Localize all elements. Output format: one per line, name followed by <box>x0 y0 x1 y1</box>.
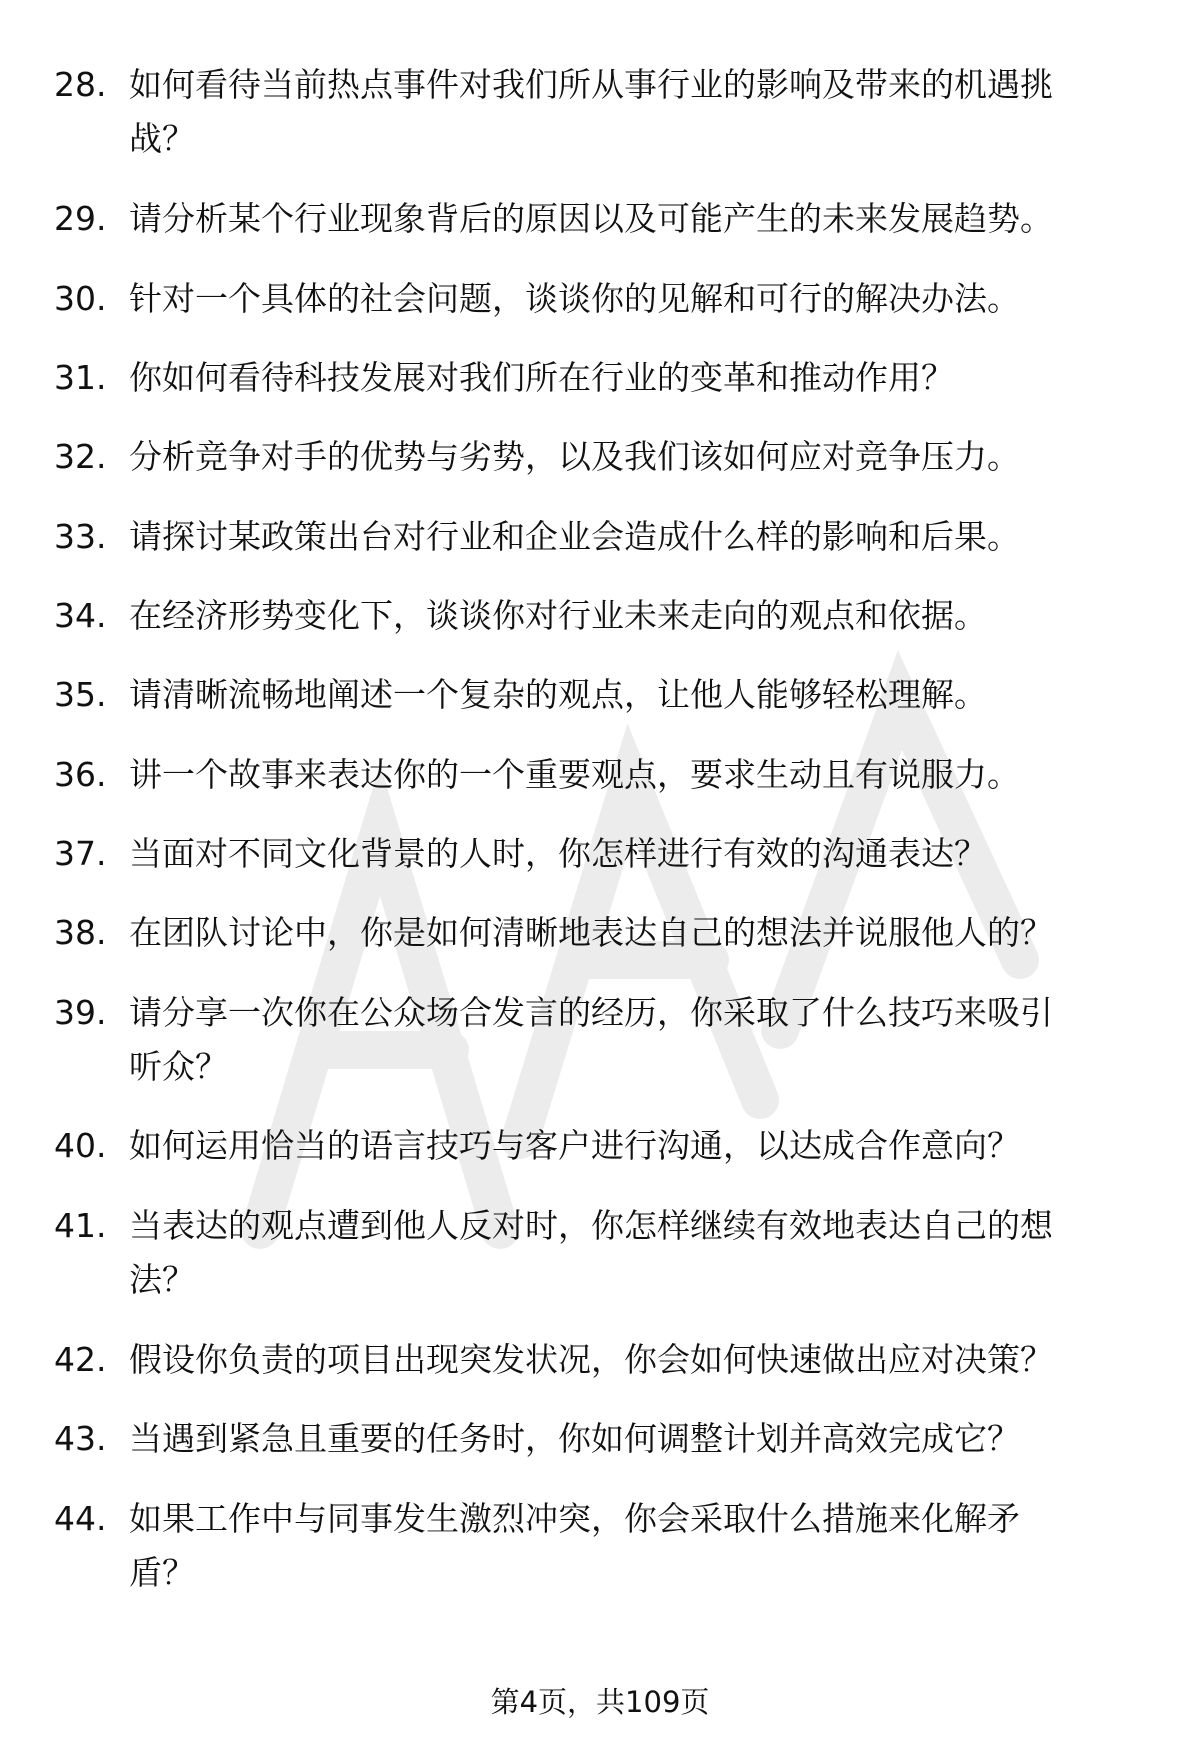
question-line: 讲一个故事来表达你的一个重要观点，要求生动且有说服力。 <box>129 755 1020 794</box>
question-line: 在经济形势变化下，谈谈你对行业未来走向的观点和依据。 <box>129 596 987 635</box>
question-line: 你如何看待科技发展对我们所在行业的变革和推动作用？ <box>129 358 954 397</box>
question-text <box>129 1496 1149 1596</box>
question-text <box>129 990 1149 1090</box>
question-line-continued: 法？ <box>129 1260 195 1299</box>
question-line: 如何看待当前热点事件对我们所从事行业的影响及带来的机遇挑 <box>129 65 1053 104</box>
question-line: 在团队讨论中，你是如何清晰地表达自己的想法并说服他人的？ <box>129 913 1053 952</box>
question-text <box>129 593 1149 639</box>
question-line: 假设你负责的项目出现突发状况，你会如何快速做出应对决策？ <box>129 1340 1053 1379</box>
question-line-continued: 盾？ <box>129 1553 195 1592</box>
question-text <box>129 752 1149 798</box>
question-line: 如果工作中与同事发生激烈冲突，你会采取什么措施来化解矛 <box>129 1499 1020 1538</box>
question-number: 39. <box>54 993 107 1032</box>
question-line: 当遇到紧急且重要的任务时，你如何调整计划并高效完成它？ <box>129 1419 1020 1458</box>
question-number: 31. <box>54 358 107 397</box>
question-number: 32. <box>54 437 107 476</box>
question-text <box>129 910 1149 956</box>
question-text <box>129 355 1149 401</box>
question-text <box>129 276 1149 322</box>
question-number: 37. <box>54 834 107 873</box>
question-line: 如何运用恰当的语言技巧与客户进行沟通，以达成合作意向？ <box>129 1126 1020 1165</box>
question-text <box>129 62 1149 162</box>
question-number: 41. <box>54 1206 107 1245</box>
question-text <box>129 1203 1149 1303</box>
question-number: 44. <box>54 1499 107 1538</box>
question-text <box>129 672 1149 718</box>
question-line-continued: 听众？ <box>129 1047 228 1086</box>
question-line: 针对一个具体的社会问题，谈谈你的见解和可行的解决办法。 <box>129 279 1020 318</box>
question-line: 当表达的观点遭到他人反对时，你怎样继续有效地表达自己的想 <box>129 1206 1053 1245</box>
question-line: 请分享一次你在公众场合发言的经历，你采取了什么技巧来吸引 <box>129 993 1053 1032</box>
question-number: 43. <box>54 1419 107 1458</box>
question-line: 分析竞争对手的优势与劣势，以及我们该如何应对竞争压力。 <box>129 437 1020 476</box>
question-number: 28. <box>54 65 107 104</box>
page-number-label: 第4页，共109页 <box>490 1685 710 1719</box>
question-number: 35. <box>54 675 107 714</box>
question-text <box>129 1416 1149 1462</box>
question-number: 29. <box>54 199 107 238</box>
question-line: 请分析某个行业现象背后的原因以及可能产生的未来发展趋势。 <box>129 199 1053 238</box>
question-line: 请清晰流畅地阐述一个复杂的观点，让他人能够轻松理解。 <box>129 675 987 714</box>
question-number: 36. <box>54 755 107 794</box>
question-number: 34. <box>54 596 107 635</box>
question-number: 42. <box>54 1340 107 1379</box>
question-line-continued: 战？ <box>129 119 195 158</box>
question-text <box>129 831 1149 877</box>
question-line: 当面对不同文化背景的人时，你怎样进行有效的沟通表达？ <box>129 834 987 873</box>
question-number: 40. <box>54 1126 107 1165</box>
page-footer <box>0 1682 1200 1722</box>
question-number: 33. <box>54 517 107 556</box>
question-text <box>129 196 1149 242</box>
question-text <box>129 1337 1149 1383</box>
question-text <box>129 434 1149 480</box>
question-number: 38. <box>54 913 107 952</box>
question-text <box>129 1123 1149 1169</box>
question-text <box>129 514 1149 560</box>
question-number: 30. <box>54 279 107 318</box>
question-line: 请探讨某政策出台对行业和企业会造成什么样的影响和后果。 <box>129 517 1020 556</box>
